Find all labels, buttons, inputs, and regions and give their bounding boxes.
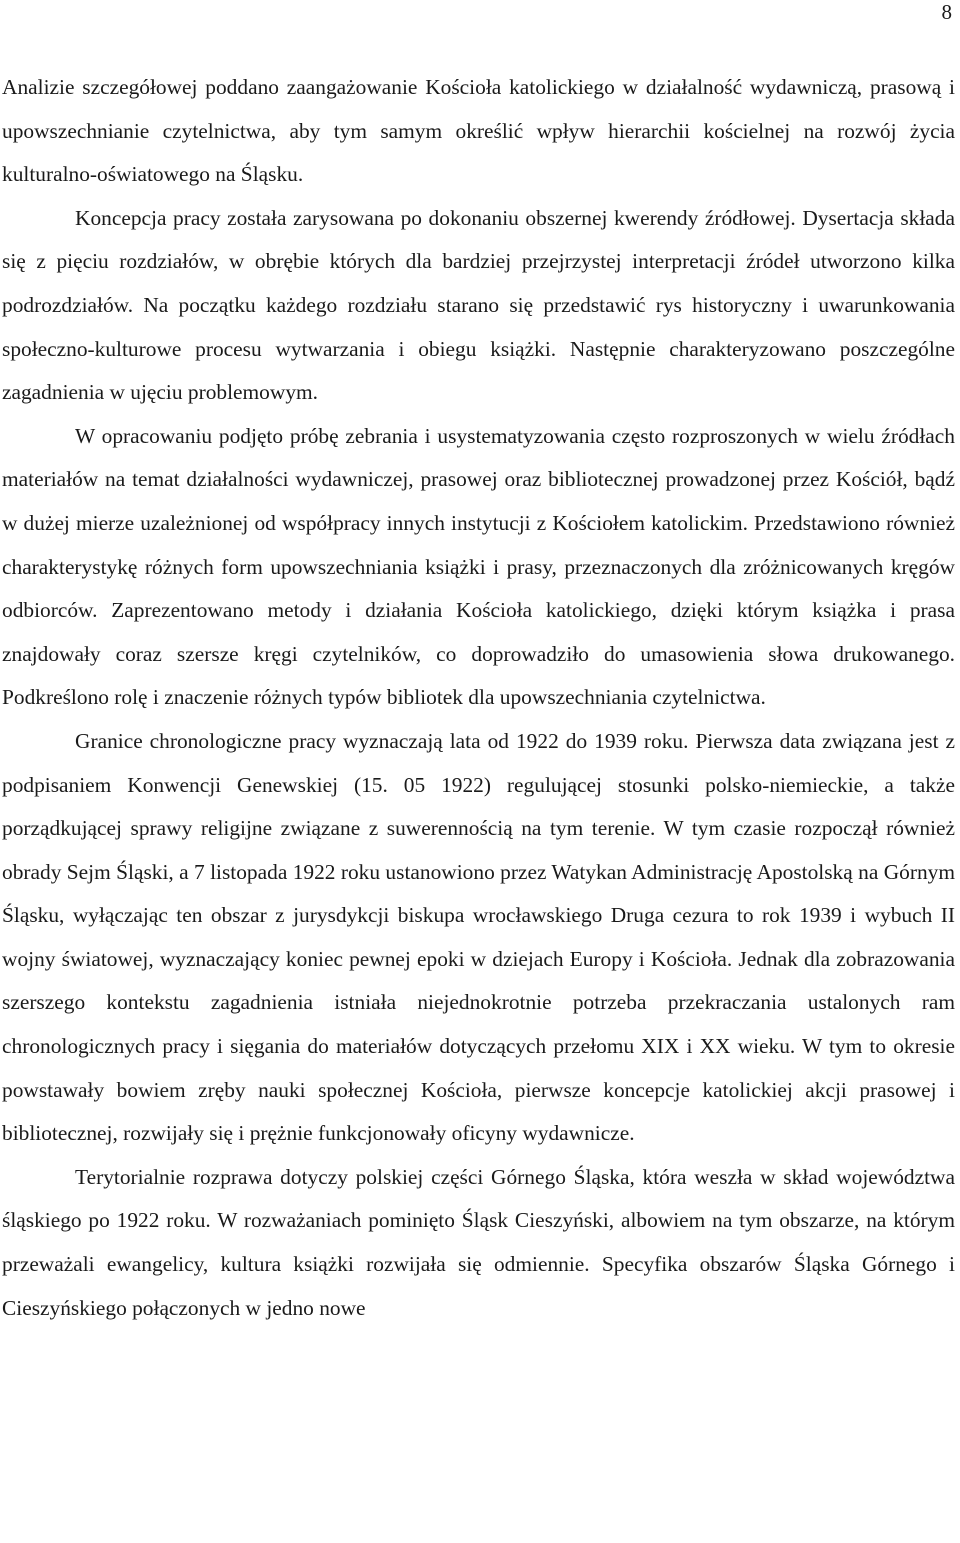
paragraph-4: Granice chronologiczne pracy wyznaczają lata od 1922 do 1939 roku. Pierwsza data związana jest z podpisaniem Konwencji Genewskiej (15. 05 1922) regulującej stosunki polsko-niemieckie, a także porządkującej sprawy religijne związane z suwerennością na tym terenie. W tym czasie rozpoczął również obrady Sejm Śląski, a 7 listopada 1922 roku ustanowiono przez Watykan Administrację Apostolską na Górnym Śląsku, wyłączając ten obszar z jurysdykcji biskupa wrocławskiego Druga cezura to rok 1939 i wybuch II wojny światowej, wyznaczający koniec pewnej epoki w dziejach Europy i Kościoła. Jednak dla zobrazowania szerszego kontekstu zagadnienia istniała niejednokrotnie potrzeba przekraczania ustalonych ram chronologicznych pracy i sięgania do materiałów dotyczących przełomu XIX i XX wieku. W tym to okresie powstawały bowiem zręby nauki społecznej Kościoła, pierwsze koncepcje katolickiej akcji prasowej i bibliotecznej, rozwijały się i prężnie funkcjonowały oficyny wydawnicze. xyxy=(2,728,955,1146)
page-number: 8 xyxy=(941,0,952,24)
paragraph-1: Analizie szczegółowej poddano zaangażowanie Kościoła katolickiego w działalność wydawniczą, prasową i upowszechnianie czytelnictwa, aby tym samym określić wpływ hierarchii kościelnej na rozwój życia kulturalno-oświatowego na Śląsku. xyxy=(2,75,955,187)
paragraph-3: W opracowaniu podjęto próbę zebrania i usystematyzowania często rozproszonych w wielu źródłach materiałów na temat działalności wydawniczej, prasowej oraz bibliotecznej prowadzonej przez Kościół, bądź w dużej mierze uzależnionej od współpracy innych instytucji z Kościołem katolickim. Przedstawiono również charakterystykę różnych form upowszechniania książki i prasy, przeznaczonych dla zróżnicowanych kręgów odbiorców. Zaprezentowano metody i działania Kościoła katolickiego, dzięki którym książka i prasa znajdowały coraz szersze kręgi czytelników, co doprowadziło do umasowienia słowa drukowanego. Podkreślono rolę i znaczenie różnych typów bibliotek dla upowszechniania czytelnictwa. xyxy=(2,423,955,710)
document-body xyxy=(2,66,955,1330)
paragraph-5: Terytorialnie rozprawa dotyczy polskiej części Górnego Śląska, która weszła w skład województwa śląskiego po 1922 roku. W rozważaniach pominięto Śląsk Cieszyński, albowiem na tym obszarze, na którym przeważali ewangelicy, kultura książki rozwijała się odmiennie. Specyfika obszarów Śląska Górnego i Cieszyńskiego połączonych w jedno nowe xyxy=(2,1164,955,1320)
paragraph-2: Koncepcja pracy została zarysowana po dokonaniu obszernej kwerendy źródłowej. Dysertacja składa się z pięciu rozdziałów, w obrębie których dla bardziej przejrzystej interpretacji źródeł utworzono kilka podrozdziałów. Na początku każdego rozdziału starano się przedstawić rys historyczny i uwarunkowania społeczno-kulturowe procesu wytwarzania i obiegu książki. Następnie charakteryzowano poszczególne zagadnienia w ujęciu problemowym. xyxy=(2,205,955,405)
